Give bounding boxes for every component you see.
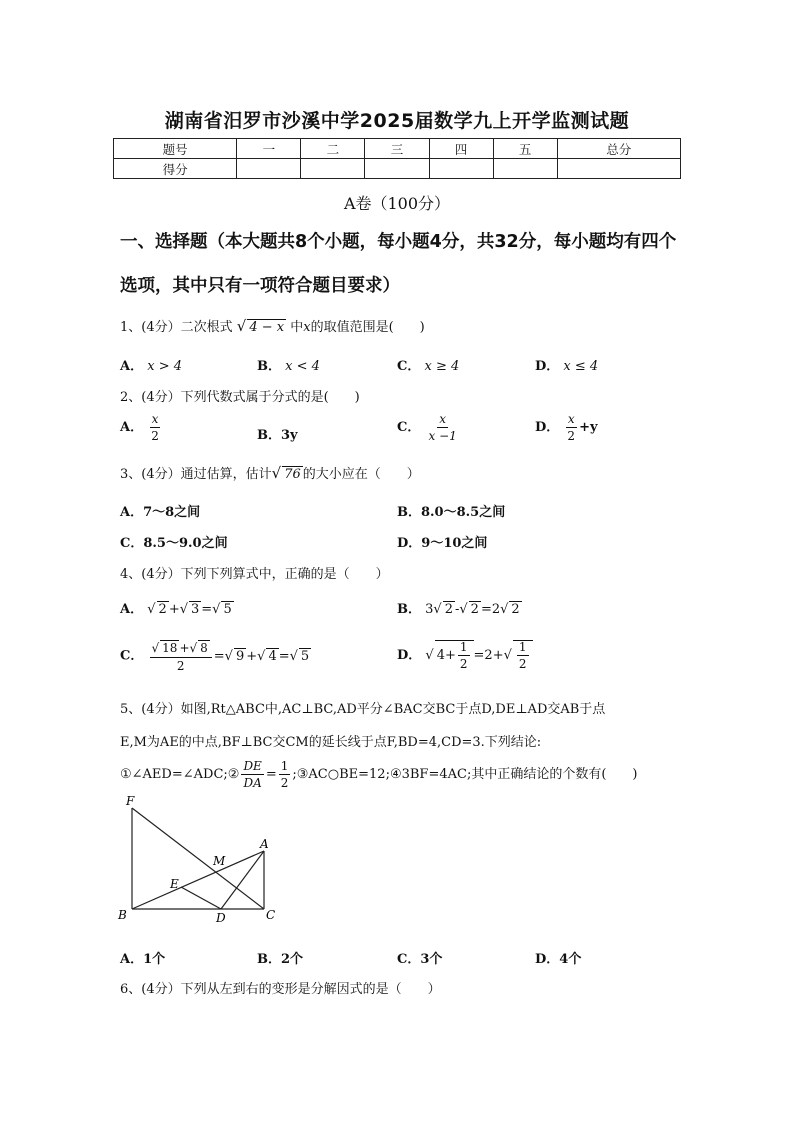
score-cell[interactable] [429,159,493,179]
point-label-f: F [126,794,135,808]
q2-option-d[interactable] [535,413,598,442]
segment-ba [132,851,264,909]
point-label-b: B [118,908,127,922]
option-label: A． [120,359,144,374]
segment-fc [132,808,264,909]
q3-option-a[interactable]: A．7～8之间 [120,505,201,520]
math-expression: √ 2 +√ 3 =√ 5 [147,602,232,617]
option-tail: +y [579,420,598,435]
q4-option-a[interactable] [120,598,234,618]
table-cell: 三 [365,139,429,159]
score-cell[interactable] [493,159,557,179]
part1-heading: 一、选择题（本大题共8个小题，每小题4分，共32分，每小题均有四个选项，其中只有一项符合题目要求） [120,232,677,296]
q1-option-a[interactable] [120,355,182,374]
question-4-stem: 4、(4分）下列下列算式中，正确的是（ ） [120,567,389,582]
score-table-score-row [114,159,681,179]
question-6-stem: 6、(4分）下列从左到右的变形是分解因式的是（ ） [120,982,441,997]
table-cell: 一 [237,139,301,159]
q1-radicand: 4 − x [249,320,285,335]
score-cell[interactable] [237,159,301,179]
q4-option-d[interactable] [397,640,533,670]
q3-option-b[interactable]: B．8.0～8.5之间 [397,505,506,520]
table-cell: 得分 [114,159,237,179]
point-label-d: D [216,911,226,925]
option-value: x < 4 [285,359,320,374]
q1-option-d[interactable] [535,355,598,374]
question-5-line1: 5、(4分）如图,Rt△ABC中,AC⊥BC,AD平分∠BAC交BC于点D,DE⊥AD交AB于点 [120,702,606,717]
q3-radicand: 76 [284,467,301,482]
q5-option-b[interactable]: B．2个 [257,952,304,967]
score-cell[interactable] [301,159,365,179]
table-cell: 总分 [557,139,680,159]
question-5-statements: ①∠AED=∠ADC;② $\frac{DE}{DA}$ = $\frac{1}{2}$ ;③AC○BE=12;④3BF=4AC;其中正确结论的个数有( ) [120,759,638,790]
score-cell[interactable] [365,159,429,179]
fraction: $\frac{x}{2}$ [567,412,576,443]
fraction: $\frac{√ 18 +√ 8}{2}$ [150,640,212,672]
score-table-header-row [114,139,681,159]
q5-option-d[interactable]: D．4个 [535,952,582,967]
option-label: A． [120,602,144,617]
point-label-c: C [266,908,276,922]
q1-suffix: 的取值范围是( ) [310,320,425,335]
fraction: $\frac{1}{2}$ [280,759,289,790]
segment-ed [181,887,221,909]
fraction: $\frac{x}{2}$ [151,412,159,443]
math-expression: 3√ 2 -√ 2 =2√ 2 [425,602,520,617]
fraction: $\frac{DE}{DA}$ [243,759,262,790]
option-label: C． [397,359,421,374]
q3-prefix: 3、(4分）通过估算，估计 [120,467,272,482]
q5-option-c[interactable]: C．3个 [397,952,443,967]
option-label: B． [257,359,281,374]
option-label: D． [535,359,560,374]
question-3-stem: 3、(4分）通过估算，估计√ 76 的大小应在（ ） [120,464,420,482]
table-cell: 五 [493,139,557,159]
q2-option-c[interactable] [397,413,461,442]
q1-prefix: 1、(4分）二次根式 [120,320,233,335]
q2-option-b[interactable]: B．3y [257,428,298,443]
option-label: D． [397,648,422,663]
option-label: C． [120,648,144,664]
q5-statement-2: ;③AC○BE=12;④3BF=4AC;其中正确结论的个数有( ) [292,767,638,782]
math-expression: =√ 9 +√ 4 =√ 5 [213,648,310,664]
point-label-a: A [260,837,269,851]
option-label: C． [397,420,421,435]
option-label: D． [535,420,560,435]
question-1-stem: 1、(4分）二次根式 √ 4 − x 中x的取值范围是( ) [120,317,425,335]
table-cell: 四 [429,139,493,159]
q2-option-a[interactable] [120,413,163,442]
option-label: B． [397,602,421,617]
point-label-e: E [170,877,179,891]
page-title: 湖南省汨罗市沙溪中学2025届数学九上开学监测试题 [164,110,630,132]
q3-suffix: 的大小应在（ ） [302,467,420,482]
point-label-m: M [213,854,226,868]
q4-option-b[interactable] [397,598,522,618]
math-expression: √ 4+ $\frac{1}{2}$ =2+√ $\frac{1}{2}$ [425,648,532,663]
score-cell[interactable] [557,159,680,179]
fraction: $\frac{x}{x -1}$ [428,412,457,443]
option-value: x ≥ 4 [424,359,460,374]
option-label: A． [120,420,144,435]
q3-option-c[interactable]: C．8.5～9.0之间 [120,536,228,551]
table-cell: 题号 [114,139,237,159]
q1-var: x [303,320,311,335]
q5-statement-1: ①∠AED=∠ADC;② [120,767,240,782]
q1-option-c[interactable] [397,355,459,374]
q4-option-c[interactable] [120,640,311,672]
option-value: x > 4 [147,359,182,374]
q1-option-b[interactable] [257,355,320,374]
q1-mid: 中 [290,320,304,335]
geometry-figure [112,792,292,927]
q5-option-a[interactable]: A．1个 [120,952,166,967]
table-cell: 二 [301,139,365,159]
question-5-line2: E,M为AE的中点,BF⊥BC交CM的延长线于点F,BD=4,CD=3.下列结论: [120,735,542,750]
section-a-heading: A卷（100分） [343,194,451,213]
option-value: x ≤ 4 [563,359,599,374]
score-table [113,138,681,179]
segment-da [221,851,264,909]
q3-option-d[interactable]: D．9～10之间 [397,536,488,551]
question-2-stem: 2、(4分）下列代数式属于分式的是( ) [120,390,360,405]
